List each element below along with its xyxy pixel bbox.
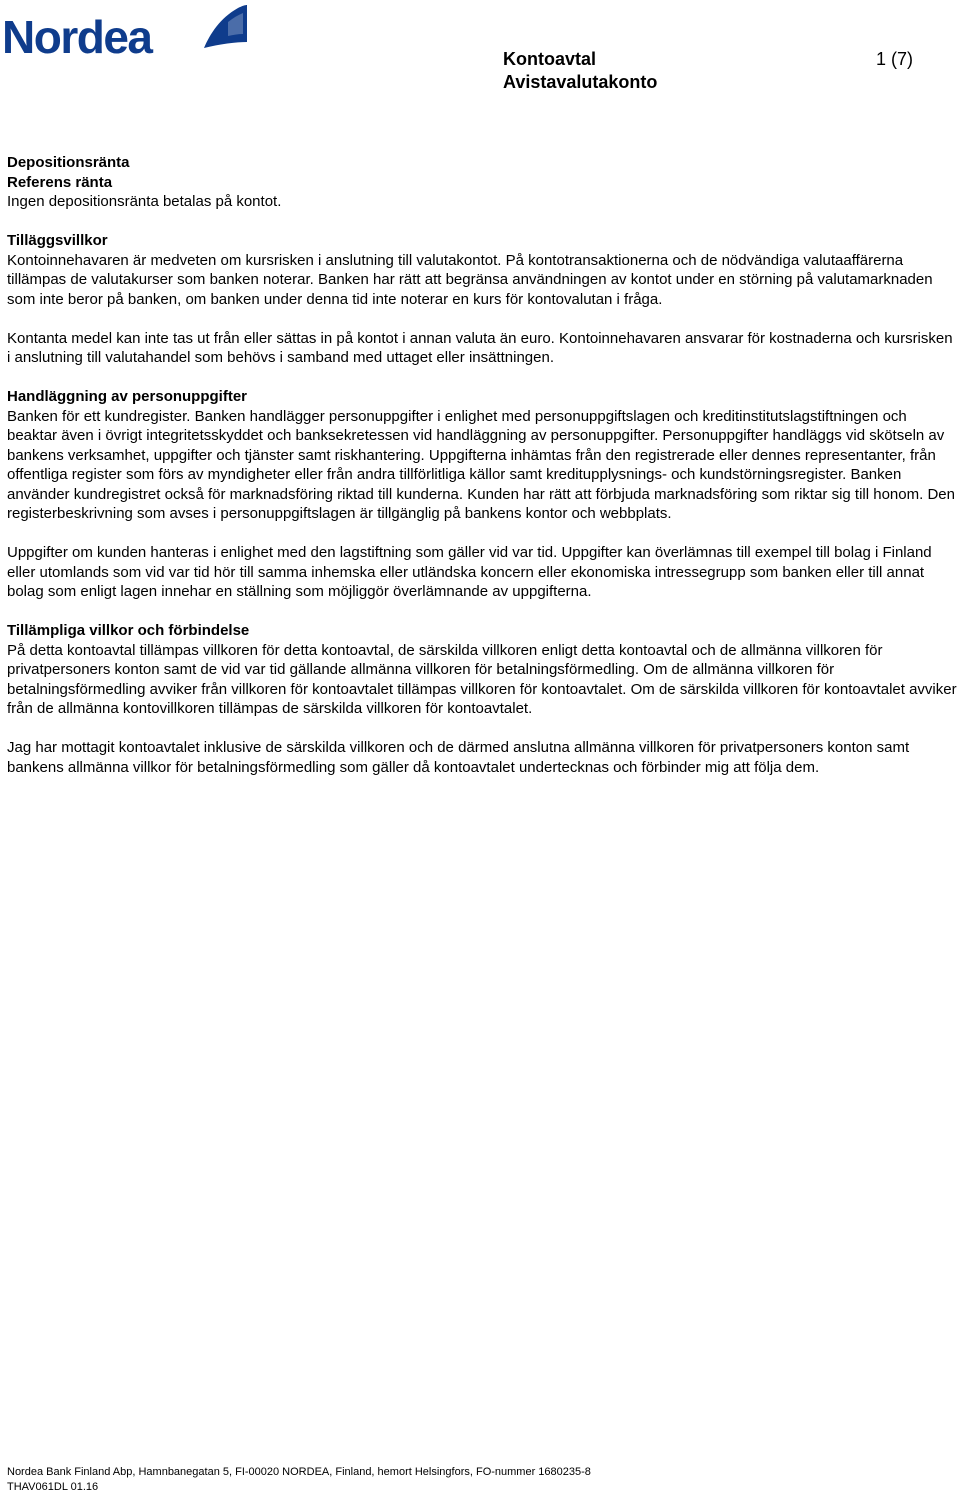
- additional-heading: Tilläggsvillkor: [7, 232, 108, 249]
- page-number: 1 (7): [876, 49, 914, 69]
- terms-paragraph-1: På detta kontoavtal tillämpas villkoren för detta kontoavtal, de särskilda villkoren enligt detta kontoavtal och de allmänna villkoren för privatpersoners konton samt de vid var tid gällande allmänna villkoren för betalningsförmedling. Om de allmänna villkoren för betalningsförmedling avviker från villkoren för kontoavtalet tillämpas villkoren för kontoavtalet. Om de särskilda villkoren för kontoavtalet avviker från de allmänna kontovillkoren tillämpas de särskilda villkoren för kontoavtalet.: [7, 641, 957, 717]
- document-title-line2: Avistavalutakonto: [503, 72, 658, 92]
- deposit-heading: Depositionsränta: [7, 154, 130, 171]
- personal-data-paragraph-2: Uppgifter om kunden hanteras i enlighet med den lagstiftning som gäller vid var tid. Uppgifter kan överlämnas till exempel till bolag i Finland eller utomlands som vid var tid hör till samma inhemska eller utländska koncern eller ekonomiska intressegrupp som banken eller till annat bolag som enligt lagen innehar en ställning som möjliggör överlämnande av uppgifterna.: [7, 544, 932, 600]
- terms-heading: Tillämpliga villkor och förbindelse: [7, 622, 250, 639]
- footer-company-info: Nordea Bank Finland Abp, Hamnbanegatan 5, FI-00020 NORDEA, Finland, hemort Helsingfors, FO-nummer 1680235-8: [7, 1466, 591, 1478]
- document-title-line1: Kontoavtal: [503, 49, 597, 69]
- deposit-subheading: Referens ränta: [7, 173, 113, 191]
- page-footer: [7, 1465, 591, 1494]
- document-title: [503, 48, 657, 94]
- additional-paragraph-2: Kontanta medel kan inte tas ut från eller sättas in på kontot i annan valuta än euro. Kontoinnehavaren ansvarar för kostnaderna och kursrisken i anslutning till valutahandel som behövs i samband med uttaget eller insättningen.: [7, 329, 953, 366]
- additional-paragraph-1: Kontoinnehavaren är medveten om kursrisken i anslutning till valutakontot. På kontotransaktionerna och de nödvändiga valutaaffärerna tillämpas de valutakurser som banken noterar. Banken har rätt att begränsa användningen av kontot under en störning på valutamarknaden som inte beror på banken, om banken under denna tid inte noterar en kurs för kontovalutan i fråga.: [7, 251, 933, 308]
- terms-paragraph-2: Jag har mottagit kontoavtalet inklusive de särskilda villkoren och de därmed anslutna allmänna villkoren för privatpersoners konton samt bankens allmänna villkor för betalningsförmedling som gäller då kontoavtalet undertecknas och förbinder mig att följa dem.: [7, 739, 910, 776]
- document-body: [7, 153, 959, 777]
- logo-wordmark: Nordea: [2, 11, 152, 63]
- personal-data-paragraph-1: Banken för ett kundregister. Banken handlägger personuppgifter i enlighet med personuppgiftslagen och kreditinstitutslagstiftningen och beaktar även i övrigt integritetsskyddet och banksekretessen vid handläggning av personuppgifter. Personuppgifter handläggs vid skötseln av bankens verksamhet, uppgifter och tjänster samt riskhantering. Uppgifterna inhämtas från den registrerade eller dennes representanter, från offentliga register som förs av myndigheter eller från andra tillförlitliga källor samt kreditupplysnings- och kundstörningsregister. Banken använder kundregistret också för marknadsföring riktad till kunderna. Kunden har rätt att förbjuda marknadsföring som riktar sig till honom. Den registerbeskrivning som avses i personuppgiftslagen är tillgänglig på bankens kontor och webbplats.: [7, 407, 955, 522]
- nordea-logo: [2, 4, 248, 62]
- deposit-text: Ingen depositionsränta betalas på kontot.: [7, 193, 282, 210]
- sail-icon: [198, 4, 248, 50]
- personal-data-heading: Handläggning av personuppgifter: [7, 388, 248, 405]
- footer-form-code: THAV061DL 01.16: [7, 1480, 99, 1493]
